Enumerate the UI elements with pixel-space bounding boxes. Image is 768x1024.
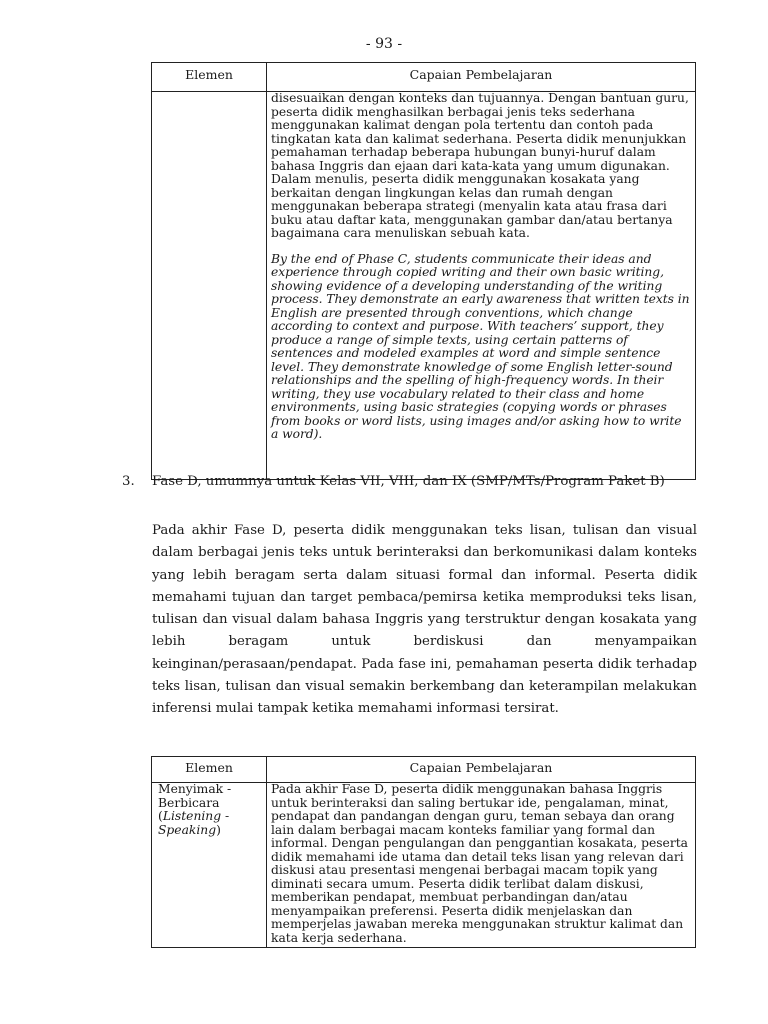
- list-number: 3.: [122, 474, 135, 489]
- header-elemen: Elemen: [152, 63, 267, 92]
- table-header-row: [152, 757, 696, 783]
- capaian-indonesian-text: disesuaikan dengan konteks dan tujuannya. Dengan bantuan guru, peserta didik menghasilkan berbagai jenis teks sederhana menggunakan kalimat dengan pola tertentu dan contoh pada tingkatan kata dan kalimat sederhana. Peserta didik menunjukkan pemahaman terhadap beberapa hubungan bunyi-huruf dalam bahasa Inggris dan ejaan dari kata-kata yang umum digunakan. Dalam menulis, peserta didik menggunakan kosakata yang berkaitan dengan lingkungan kelas dan rumah dengan menggunakan beberapa strategi (menyalin kata atau frasa dari buku atau daftar kata, menggunakan gambar dan/atau bertanya bagaimana cara menuliskan sebuah kata.: [271, 91, 689, 240]
- learning-outcomes-table-phase-c: [151, 62, 696, 480]
- header-capaian-pembelajaran: Capaian Pembelajaran: [267, 757, 696, 783]
- elemen-paren-close: ): [216, 822, 221, 837]
- list-item-fase-d: [118, 471, 702, 493]
- elemen-cell: [152, 783, 267, 948]
- table-header-row: [152, 63, 696, 92]
- table-row: [152, 783, 696, 948]
- fase-d-paragraph: Pada akhir Fase D, peserta didik menggunakan teks lisan, tulisan dan visual dalam berbagai jenis teks untuk berinteraksi dan berkomunikasi dalam konteks yang lebih beragam serta dalam situasi formal dan informal. Peserta didik memahami tujuan dan target pembaca/pemirsa ketika memproduksi teks lisan, tulisan dan visual dalam bahasa Inggris yang terstruktur dengan kosakata yang lebih beragam untuk berdiskusi dan menyampaikan keinginan/perasaan/pendapat. Pada fase ini, pemahaman peserta didik terhadap teks lisan, tulisan dan visual semakin berkembang dan keterampilan melakukan inferensi mulai tampak ketika memahami informasi tersirat.: [152, 523, 697, 717]
- elemen-name: Menyimak - Berbicara: [158, 782, 232, 810]
- table-row: [152, 92, 696, 480]
- capaian-cell: Pada akhir Fase D, peserta didik menggunakan bahasa Inggris untuk berinteraksi dan saling bertukar ide, pengalaman, minat, pendapat dan pandangan dengan guru, teman sebaya dan orang lain dalam berbagai macam konteks familiar yang formal dan informal. Dengan pengulangan dan penggantian kosakata, peserta didik memahami ide utama dan detail teks lisan yang relevan dari diskusi atau presentasi mengenai berbagai macam topik yang diminati secara umum. Peserta didik terlibat dalam diskusi, memberikan pendapat, membuat perbandingan dan/atau menyampaikan preferensi. Peserta didik menjelaskan dan memperjelas jawaban mereka menggunakan struktur kalimat dan kata kerja sederhana.: [267, 783, 696, 948]
- learning-outcomes-table-phase-d: [151, 756, 696, 948]
- list-item-title: Fase D, umumnya untuk Kelas VII, VIII, dan IX (SMP/MTs/Program Paket B): [152, 474, 665, 489]
- header-capaian-pembelajaran: Capaian Pembelajaran: [267, 63, 696, 92]
- elemen-paren-open: (: [158, 809, 163, 824]
- header-elemen: Elemen: [152, 757, 267, 783]
- capaian-cell: [267, 92, 696, 480]
- elemen-cell-empty: [152, 92, 267, 480]
- page-number: - 93 -: [365, 36, 403, 52]
- elemen-english-name: Listening - Speaking: [158, 809, 230, 837]
- capaian-english-text: By the end of Phase C, students communicate their ideas and experience through copied writing and their own basic writing, showing evidence of a developing understanding of the writing process. They demonstrate an early awareness that written texts in English are presented through conventions, which change according to context and purpose. With teachers’ support, they produce a range of simple texts, using certain patterns of sentences and modeled examples at word and simple sentence level. They demonstrate knowledge of some English letter-sound relationships and the spelling of high-frequency words. In their writing, they use vocabulary related to their class and home environments, using basic strategies (copying words or phrases from books or word lists, using images and/or asking how to write a word).: [271, 251, 690, 441]
